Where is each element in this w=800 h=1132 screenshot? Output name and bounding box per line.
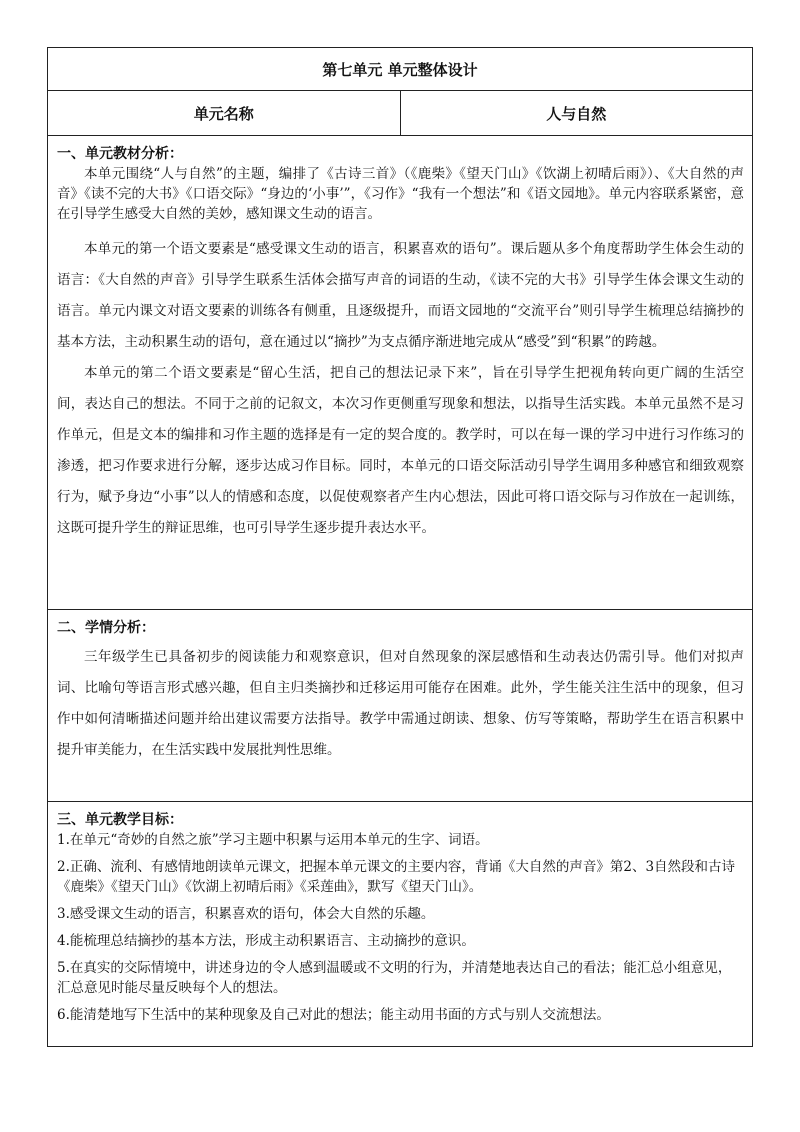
learner-analysis-paragraph: 三年级学生已具备初步的阅读能力和观察意识，但对自然现象的深层感悟和生动表达仍需引导。他们对拟声词、比喻句等语言形式感兴趣，但自主归类摘抄和迁移运用可能存在困难。此外，学生能关注生活中的现象，但习作中如何清晰描述问题并给出建议需要方法指导。教学中需通过朗读、想象、仿写等策略，帮助学生在语言积累中提升审美能力，在生活实践中发展批判性思维。 xyxy=(57,649,744,758)
teaching-goals-heading: 三、单元教学目标： xyxy=(57,812,183,828)
teaching-goal-3: 3.感受课文生动的语言，积累喜欢的语句，体会大自然的乐趣。 xyxy=(57,906,435,922)
unit-name-label: 单元名称 xyxy=(48,91,401,136)
unit-design-document xyxy=(47,47,753,1047)
unit-design-table xyxy=(47,47,753,1047)
textbook-analysis-paragraph-1: 本单元围绕“人与自然”的主题，编排了《古诗三首》（《鹿柴》《望天门山》《饮湖上初晴后雨》）、《大自然的声音》《读不完的大书》《口语交际》“身边的‘小事’”，《习作》“我有一个想法”和《语文园地》。单元内容联系紧密，意在引导学生感受大自然的美妙，感知课文生动的语言。 xyxy=(57,166,744,222)
document-title: 第七单元 单元整体设计 xyxy=(48,48,753,91)
teaching-goal-4: 4.能梳理总结摘抄的基本方法，形成主动积累语言、主动摘抄的意识。 xyxy=(57,933,475,949)
learner-analysis-heading: 二、学情分析： xyxy=(57,620,155,636)
unit-name-value: 人与自然 xyxy=(400,91,753,136)
teaching-goals-section xyxy=(48,802,753,1047)
teaching-goal-5: 5.在真实的交际情境中，讲述身边的令人感到温暖或不文明的行为，并清楚地表达自己的看法；能汇总小组意见，汇总意见时能尽量反映每个人的想法。 xyxy=(57,960,732,996)
textbook-analysis-paragraph-3: 本单元的第二个语文要素是“留心生活，把自己的想法记录下来”，旨在引导学生把视角转向更广阔的生活空间，表达自己的想法。不同于之前的记叙文，本次习作更侧重写现象和想法，以指导生活实践。本单元虽然不是习作单元，但是文本的编排和习作主题的选择是有一定的契合度的。教学时，可以在每一课的学习中进行习作练习的渗透，把习作要求进行分解，逐步达成习作目标。同时，本单元的口语交际活动引导学生调用多种感官和细致观察行为，赋予身边“小事”以人的情感和态度，以促使观察者产生内心想法，因此可将口语交际与习作放在一起训练，这既可提升学生的辩证思维，也可引导学生逐步提升表达水平。 xyxy=(57,365,744,536)
teaching-goal-6: 6.能清楚地写下生活中的某种现象及自己对此的想法；能主动用书面的方式与别人交流想法。 xyxy=(57,1007,610,1023)
teaching-goal-1: 1.在单元“奇妙的自然之旅”学习主题中积累与运用本单元的生字、词语。 xyxy=(57,832,489,848)
textbook-analysis-section xyxy=(48,136,753,610)
teaching-goal-2: 2.正确、流利、有感情地朗读单元课文，把握本单元课文的主要内容，背诵《大自然的声音》第2、3自然段和古诗《鹿柴》《望天门山》《饮湖上初晴后雨》《采莲曲》，默写《望天门山》。 xyxy=(57,859,736,895)
learner-analysis-section xyxy=(48,610,753,802)
textbook-analysis-paragraph-2: 本单元的第一个语文要素是“感受课文生动的语言，积累喜欢的语句”。课后题从多个角度帮助学生体会生动的语言：《大自然的声音》引导学生联系生活体会描写声音的词语的生动，《读不完的大书》引导学生体会课文生动的语言。单元内课文对语文要素的训练各有侧重，且逐级提升，而语文园地的“交流平台”则引导学生梳理总结摘抄的基本方法，主动积累生动的语句，意在通过以“摘抄”为支点循序渐进地完成从“感受”到“积累”的跨越。 xyxy=(57,241,744,350)
textbook-analysis-heading: 一、单元教材分析： xyxy=(57,146,183,162)
